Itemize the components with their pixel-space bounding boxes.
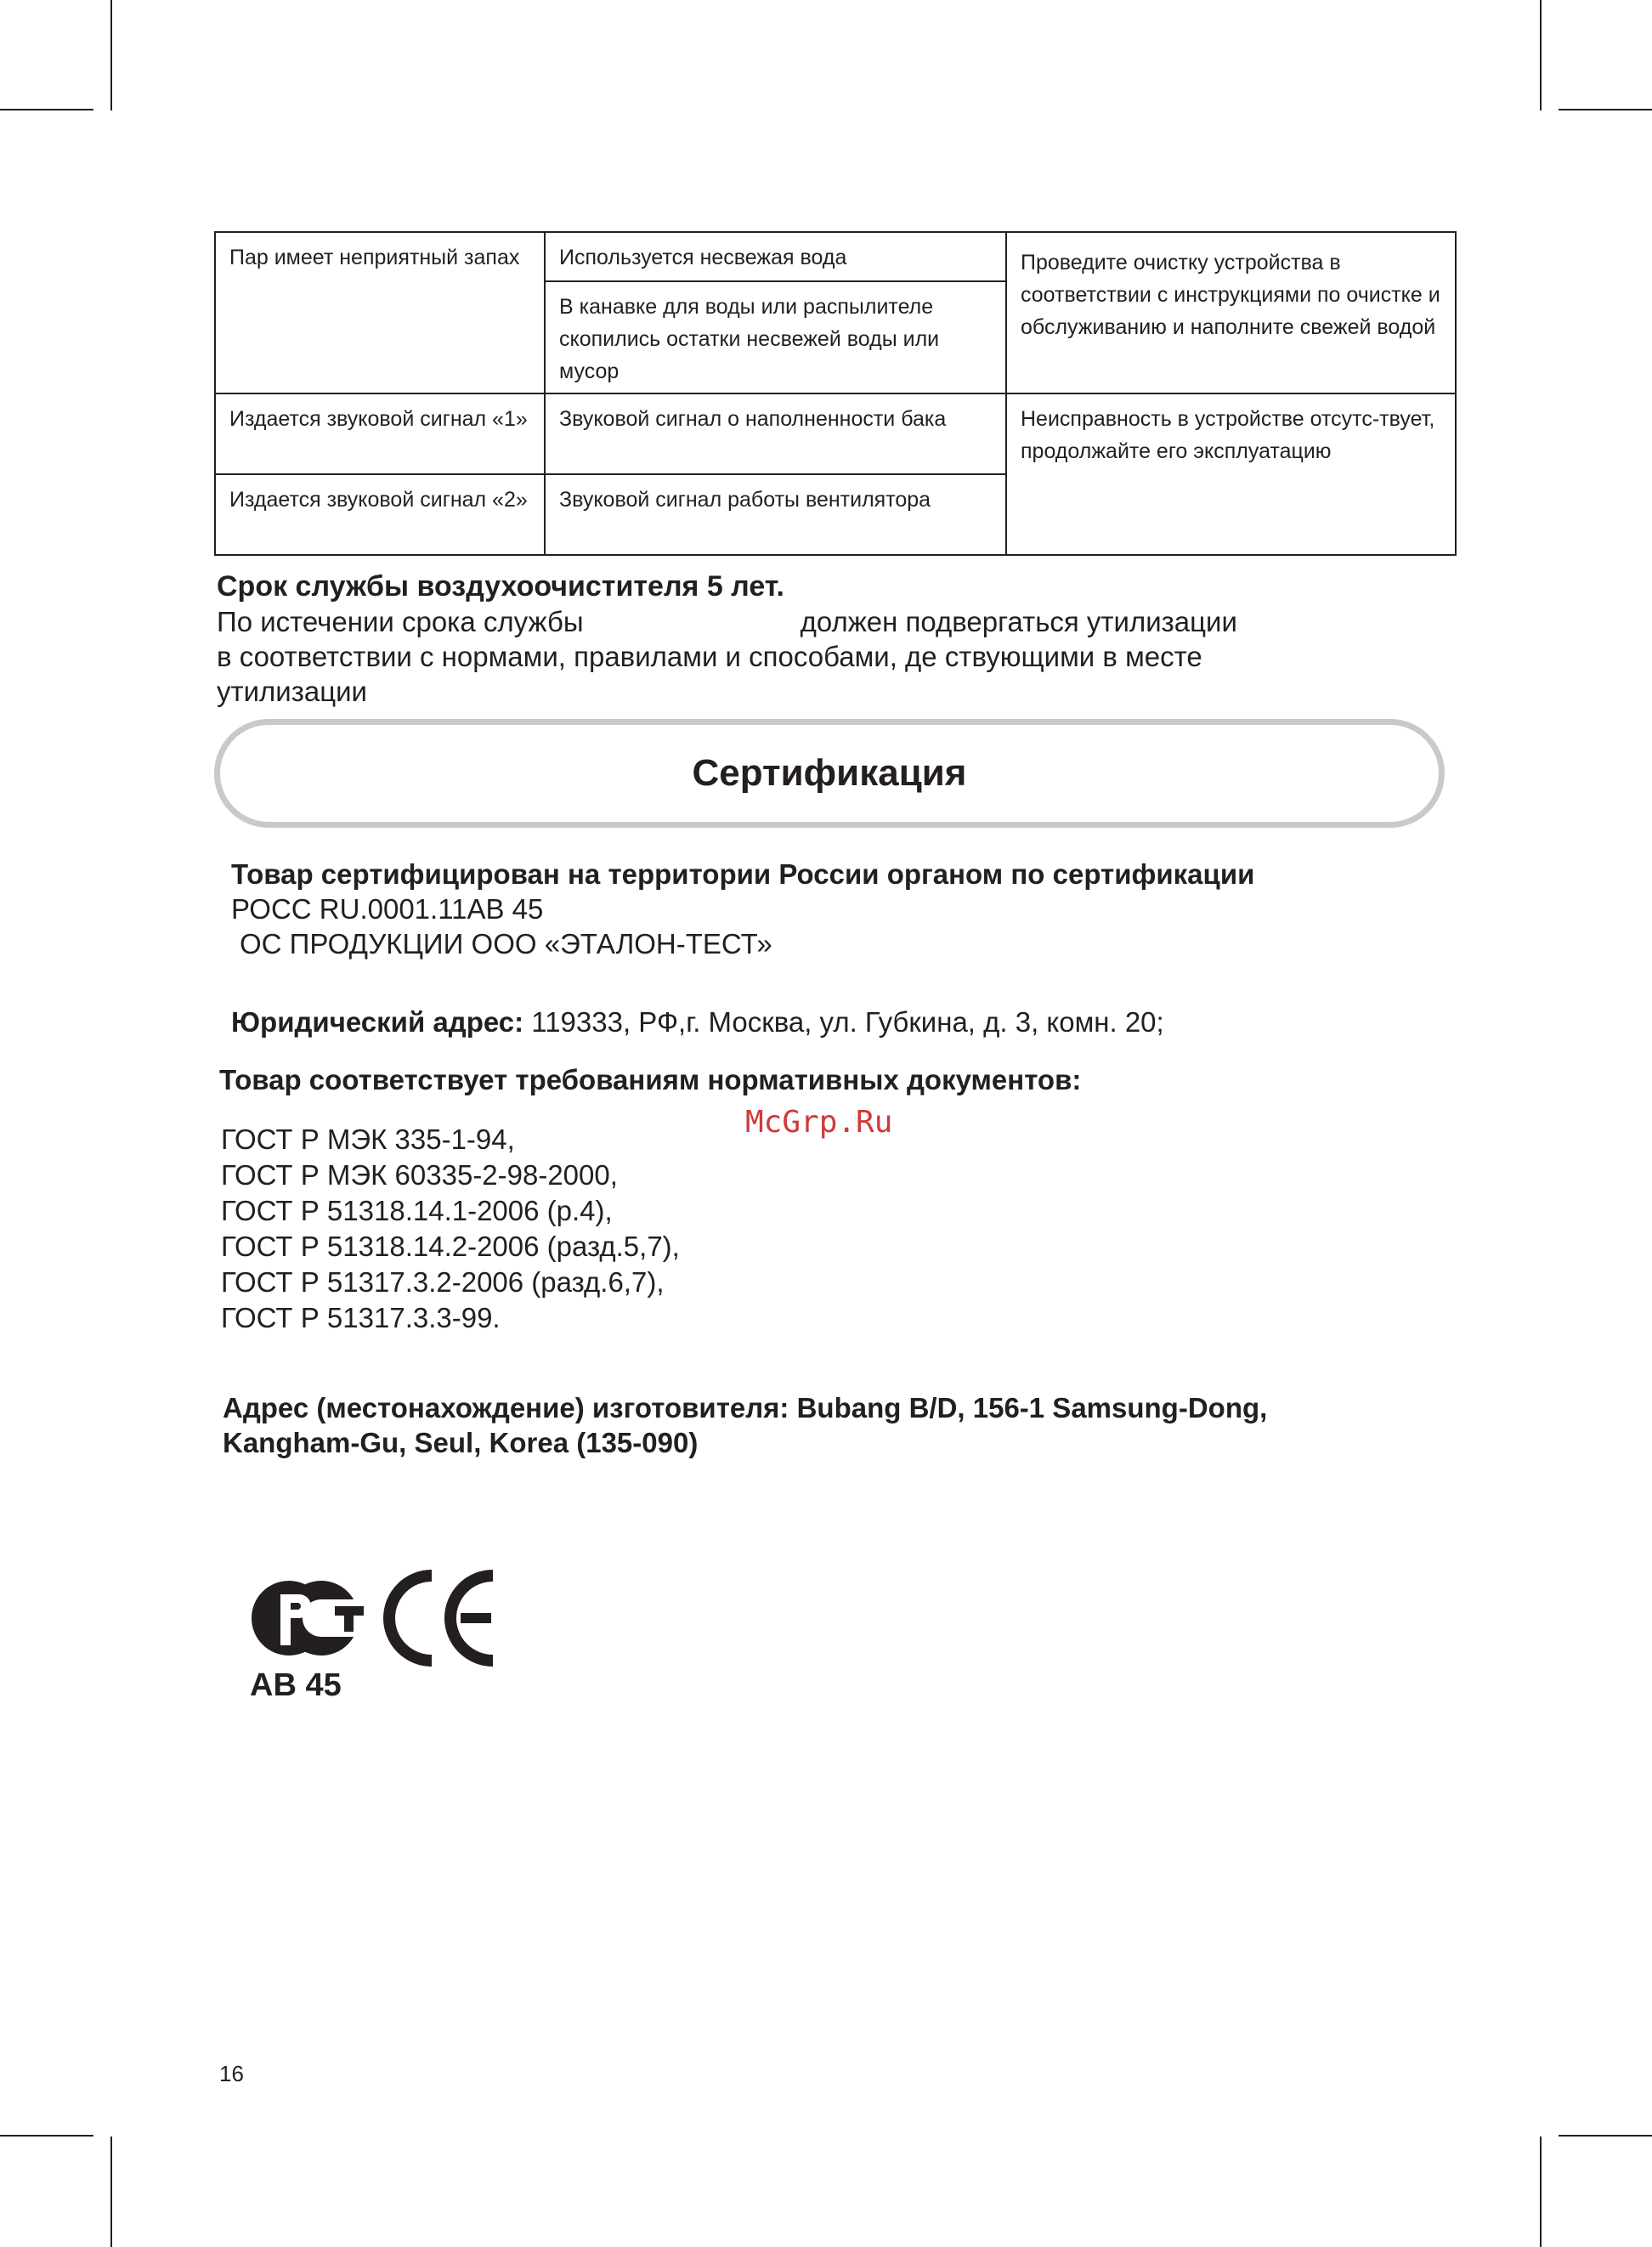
cert-title: Товар сертифицирован на территории России органом по сертификации: [231, 858, 1255, 890]
crop-mark: [110, 0, 112, 110]
cause-cell: Звуковой сигнал работы вентилятора: [545, 474, 1006, 555]
table-row: [215, 393, 1456, 474]
pct-label: AB 45: [250, 1667, 342, 1703]
certification-info: [231, 857, 1421, 961]
table-row: [215, 232, 1456, 281]
troubleshooting-table: [214, 231, 1457, 556]
crop-mark: [110, 2137, 112, 2247]
list-item: ГОСТ Р МЭК 60335-2-98-2000,: [221, 1159, 618, 1191]
manufacturer-address: [223, 1390, 1412, 1460]
legal-address-label: Юридический адрес:: [231, 1006, 524, 1038]
list-item: ГОСТ Р 51317.3.2-2006 (разд.6,7),: [221, 1266, 665, 1298]
manufacturer-address-line: Адрес (местонахождение) изготовителя: Bubang B/D, 156-1 Samsung-Dong,: [223, 1392, 1268, 1423]
legal-address-value: 119333, РФ,г. Москва, ул. Губкина, д. 3, комн. 20;: [531, 1006, 1164, 1038]
cert-code: РОСС RU.0001.11АВ 45: [231, 893, 544, 925]
watermark: McGrp.Ru: [745, 1105, 893, 1140]
section-title: Сертификация: [692, 752, 967, 794]
solution-cell: Неисправность в устройстве отсутс-твует, продолжайте его эксплуатацию: [1006, 393, 1456, 555]
service-life-title: Срок службы воздухоочистителя 5 лет.: [217, 570, 784, 603]
cause-cell: В канавке для воды или распылителе скопились остатки несвежей воды или мусор: [545, 281, 1006, 393]
manufacturer-address-line: Kangham-Gu, Seul, Korea (135-090): [223, 1427, 699, 1458]
service-life-text: в соответствии с нормами, правилами и способами, де ствующими в месте: [217, 641, 1202, 672]
page-number: 16: [219, 2061, 244, 2086]
cert-org: ОС ПРОДУКЦИИ ООО «ЭТАЛОН-ТЕСТ»: [240, 928, 772, 959]
list-item: ГОСТ Р 51318.14.2-2006 (разд.5,7),: [221, 1231, 680, 1262]
crop-mark: [1540, 2137, 1542, 2247]
pct-logo-icon: [246, 1564, 510, 1674]
cause-cell: Используется несвежая вода: [545, 232, 1006, 281]
crop-mark: [0, 109, 93, 110]
service-life-section: [217, 569, 1406, 709]
certification-banner: [214, 719, 1445, 828]
problem-cell: Пар имеет неприятный запах: [215, 232, 545, 393]
list-item: ГОСТ Р МЭК 335-1-94,: [221, 1124, 515, 1155]
service-life-text-part: должен подвергаться утилизации: [800, 606, 1237, 637]
list-item: ГОСТ Р 51317.3.3-99.: [221, 1302, 501, 1333]
crop-mark: [1559, 109, 1652, 110]
crop-mark: [1559, 2135, 1652, 2137]
solution-cell: Проведите очистку устройства в соответствии с инструкциями по очистке и обслуживанию и наполните свежей водой: [1006, 232, 1456, 393]
service-life-text: утилизации: [217, 676, 367, 707]
crop-mark: [0, 2135, 93, 2137]
legal-address: [231, 1005, 1164, 1039]
gost-list: [221, 1122, 680, 1336]
problem-cell: Издается звуковой сигнал «2»: [215, 474, 545, 555]
cause-cell: Звуковой сигнал о наполненности бака: [545, 393, 1006, 474]
list-item: ГОСТ Р 51318.14.1-2006 (р.4),: [221, 1195, 613, 1226]
service-life-text: [217, 604, 1406, 639]
service-life-text-part: По истечении срока службы: [217, 606, 584, 637]
problem-cell: Издается звуковой сигнал «1»: [215, 393, 545, 474]
crop-mark: [1540, 0, 1542, 110]
norms-title: Товар соответствует требованиям нормативных документов:: [219, 1064, 1082, 1095]
certification-logos: [246, 1564, 510, 1678]
